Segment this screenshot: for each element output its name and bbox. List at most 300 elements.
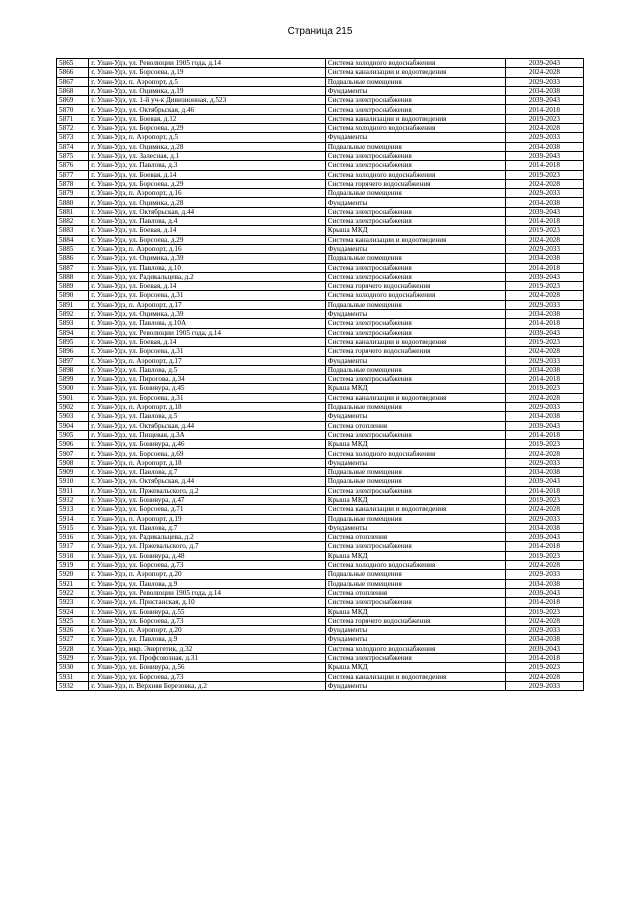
address-cell: г. Улан-Удэ, ул. Павлова, д.10А xyxy=(89,319,325,328)
row-number: 5904 xyxy=(57,421,89,430)
table-row xyxy=(57,244,584,253)
row-number: 5914 xyxy=(57,514,89,523)
address-cell: г. Улан-Удэ, п. Аэропорт, д.18 xyxy=(89,458,325,467)
address-cell: г. Улан-Удэ, п. Аэропорт, д.17 xyxy=(89,300,325,309)
period-cell: 2034-2038 xyxy=(505,412,583,421)
address-cell: г. Улан-Удэ, ул. Борсоева, д.29 xyxy=(89,124,325,133)
address-cell: г. Улан-Удэ, ул. Борсоева, д.31 xyxy=(89,347,325,356)
row-number: 5884 xyxy=(57,235,89,244)
row-number: 5913 xyxy=(57,505,89,514)
table-row xyxy=(57,254,584,263)
page-title: Страница 215 xyxy=(287,26,353,37)
system-cell: Система электроснабжения xyxy=(325,375,505,384)
address-cell: г. Улан-Удэ, ул. Павлова, д.7 xyxy=(89,523,325,532)
row-number: 5886 xyxy=(57,254,89,263)
address-cell: г. Улан-Удэ, ул. Бонивура, д.56 xyxy=(89,663,325,672)
period-cell: 2034-2038 xyxy=(505,365,583,374)
table-row xyxy=(57,86,584,95)
table-row xyxy=(57,523,584,532)
row-number: 5915 xyxy=(57,523,89,532)
period-cell: 2014-2018 xyxy=(505,105,583,114)
row-number: 5916 xyxy=(57,533,89,542)
address-cell: г. Улан-Удэ, ул. Павлова, д.5 xyxy=(89,365,325,374)
address-cell: г. Улан-Удэ, ул. Борсоева, д.69 xyxy=(89,449,325,458)
table-row xyxy=(57,124,584,133)
address-cell: г. Улан-Удэ, ул. Октябрьская, д.46 xyxy=(89,105,325,114)
row-number: 5888 xyxy=(57,272,89,281)
address-cell: г. Улан-Удэ, ул. Бонивура, д.48 xyxy=(89,551,325,560)
period-cell: 2029-2033 xyxy=(505,300,583,309)
table-row xyxy=(57,133,584,142)
table-row xyxy=(57,412,584,421)
table-row xyxy=(57,105,584,114)
period-cell: 2024-2028 xyxy=(505,393,583,402)
system-cell: Система электроснабжения xyxy=(325,161,505,170)
row-number: 5895 xyxy=(57,337,89,346)
address-cell: г. Улан-Удэ, ул. Оцимика, д.39 xyxy=(89,254,325,263)
row-number: 5908 xyxy=(57,458,89,467)
table-row xyxy=(57,486,584,495)
period-cell: 2024-2028 xyxy=(505,235,583,244)
row-number: 5876 xyxy=(57,161,89,170)
address-cell: г. Улан-Удэ, ул. Боевая, д.14 xyxy=(89,282,325,291)
address-cell: г. Улан-Удэ, п. Аэропорт, д.5 xyxy=(89,77,325,86)
period-cell: 2024-2028 xyxy=(505,505,583,514)
period-cell: 2034-2038 xyxy=(505,635,583,644)
period-cell: 2034-2038 xyxy=(505,579,583,588)
period-cell: 2024-2028 xyxy=(505,449,583,458)
address-cell: г. Улан-Удэ, ул. Павлова, д.5 xyxy=(89,412,325,421)
period-cell: 2014-2018 xyxy=(505,486,583,495)
system-cell: Система канализации и водоотведения xyxy=(325,393,505,402)
system-cell: Подвальные помещения xyxy=(325,468,505,477)
period-cell: 2029-2033 xyxy=(505,514,583,523)
system-cell: Система отопления xyxy=(325,421,505,430)
table-row xyxy=(57,654,584,663)
system-cell: Система холодного водоснабжения xyxy=(325,170,505,179)
address-cell: г. Улан-Удэ, ул. 1-й уч-к Дивизионная, д.523 xyxy=(89,96,325,105)
system-cell: Фундаменты xyxy=(325,310,505,319)
period-cell: 2024-2028 xyxy=(505,291,583,300)
period-cell: 2014-2018 xyxy=(505,319,583,328)
table-row xyxy=(57,598,584,607)
period-cell: 2024-2028 xyxy=(505,561,583,570)
system-cell: Подвальные помещения xyxy=(325,514,505,523)
period-cell: 2024-2028 xyxy=(505,347,583,356)
system-cell: Система электроснабжения xyxy=(325,542,505,551)
period-cell: 2014-2018 xyxy=(505,430,583,439)
period-cell: 2039-2043 xyxy=(505,96,583,105)
row-number: 5926 xyxy=(57,626,89,635)
address-cell: г. Улан-Удэ, ул. Борсоева, д.73 xyxy=(89,616,325,625)
period-cell: 2019-2023 xyxy=(505,114,583,123)
period-cell: 2029-2033 xyxy=(505,570,583,579)
address-cell: г. Улан-Удэ, ул. Павлова, д.9 xyxy=(89,579,325,588)
address-cell: г. Улан-Удэ, ул. Павлова, д.4 xyxy=(89,217,325,226)
address-cell: г. Улан-Удэ, ул. Оцимика, д.28 xyxy=(89,142,325,151)
address-cell: г. Улан-Удэ, ул. Павлова, д.3 xyxy=(89,161,325,170)
system-cell: Фундаменты xyxy=(325,133,505,142)
table-row xyxy=(57,644,584,653)
address-cell: г. Улан-Удэ, п. Верхняя Березовка, д.2 xyxy=(89,681,325,690)
period-cell: 2019-2023 xyxy=(505,170,583,179)
row-number: 5896 xyxy=(57,347,89,356)
period-cell: 2039-2043 xyxy=(505,588,583,597)
table-row xyxy=(57,226,584,235)
period-cell: 2029-2033 xyxy=(505,681,583,690)
period-cell: 2019-2023 xyxy=(505,384,583,393)
system-cell: Крыша МКД xyxy=(325,440,505,449)
period-cell: 2039-2043 xyxy=(505,421,583,430)
address-cell: г. Улан-Удэ, ул. Октябрьская, д.44 xyxy=(89,477,325,486)
row-number: 5890 xyxy=(57,291,89,300)
row-number: 5900 xyxy=(57,384,89,393)
address-cell: г. Улан-Удэ, ул. Бонивура, д.45 xyxy=(89,384,325,393)
table-row xyxy=(57,300,584,309)
row-number: 5883 xyxy=(57,226,89,235)
table-row xyxy=(57,375,584,384)
table-row xyxy=(57,77,584,86)
table-row xyxy=(57,337,584,346)
system-cell: Система электроснабжения xyxy=(325,319,505,328)
period-cell: 2034-2038 xyxy=(505,198,583,207)
period-cell: 2014-2018 xyxy=(505,654,583,663)
period-cell: 2014-2018 xyxy=(505,217,583,226)
row-number: 5905 xyxy=(57,430,89,439)
period-cell: 2024-2028 xyxy=(505,124,583,133)
row-number: 5921 xyxy=(57,579,89,588)
system-cell: Система холодного водоснабжения xyxy=(325,449,505,458)
table-row xyxy=(57,449,584,458)
address-cell: г. Улан-Удэ, ул. Пищевая, д.3А xyxy=(89,430,325,439)
system-cell: Система электроснабжения xyxy=(325,598,505,607)
row-number: 5870 xyxy=(57,105,89,114)
period-cell: 2019-2023 xyxy=(505,282,583,291)
period-cell: 2029-2033 xyxy=(505,626,583,635)
row-number: 5887 xyxy=(57,263,89,272)
row-number: 5867 xyxy=(57,77,89,86)
table-row xyxy=(57,151,584,160)
address-cell: г. Улан-Удэ, ул. Оцимика, д.39 xyxy=(89,310,325,319)
period-cell: 2039-2043 xyxy=(505,533,583,542)
period-cell: 2019-2023 xyxy=(505,551,583,560)
table-row xyxy=(57,681,584,690)
system-cell: Система горячего водоснабжения xyxy=(325,282,505,291)
period-cell: 2039-2043 xyxy=(505,477,583,486)
period-cell: 2024-2028 xyxy=(505,68,583,77)
table-row xyxy=(57,347,584,356)
address-cell: г. Улан-Удэ, мкр. Энергетик, д.32 xyxy=(89,644,325,653)
table-row xyxy=(57,59,584,68)
system-cell: Система электроснабжения xyxy=(325,430,505,439)
row-number: 5894 xyxy=(57,328,89,337)
address-cell: г. Улан-Удэ, ул. Борсоева, д.29 xyxy=(89,179,325,188)
system-cell: Фундаменты xyxy=(325,626,505,635)
row-number: 5873 xyxy=(57,133,89,142)
table-row xyxy=(57,319,584,328)
address-cell: г. Улан-Удэ, ул. Борсоева, д.31 xyxy=(89,393,325,402)
table-row xyxy=(57,161,584,170)
system-cell: Система канализации и водоотведения xyxy=(325,68,505,77)
address-cell: г. Улан-Удэ, ул. Революции 1905 года, д.14 xyxy=(89,328,325,337)
system-cell: Система холодного водоснабжения xyxy=(325,59,505,68)
system-cell: Система электроснабжения xyxy=(325,263,505,272)
address-cell: г. Улан-Удэ, п. Аэропорт, д.16 xyxy=(89,244,325,253)
table-row xyxy=(57,635,584,644)
table-row xyxy=(57,328,584,337)
address-cell: г. Улан-Удэ, п. Аэропорт, д.19 xyxy=(89,514,325,523)
table-row xyxy=(57,533,584,542)
row-number: 5902 xyxy=(57,402,89,411)
address-cell: г. Улан-Удэ, ул. Боевая, д.14 xyxy=(89,337,325,346)
row-number: 5932 xyxy=(57,681,89,690)
period-cell: 2034-2038 xyxy=(505,468,583,477)
address-cell: г. Улан-Удэ, ул. Борсоева, д.29 xyxy=(89,235,325,244)
system-cell: Система отопления xyxy=(325,533,505,542)
period-cell: 2039-2043 xyxy=(505,272,583,281)
row-number: 5874 xyxy=(57,142,89,151)
system-cell: Крыша МКД xyxy=(325,384,505,393)
table-row xyxy=(57,356,584,365)
table-row xyxy=(57,235,584,244)
system-cell: Крыша МКД xyxy=(325,495,505,504)
address-cell: г. Улан-Удэ, ул. Борсоева, д.71 xyxy=(89,505,325,514)
table-row xyxy=(57,365,584,374)
row-number: 5881 xyxy=(57,207,89,216)
table-row xyxy=(57,68,584,77)
system-cell: Система горячего водоснабжения xyxy=(325,347,505,356)
row-number: 5929 xyxy=(57,654,89,663)
system-cell: Система электроснабжения xyxy=(325,96,505,105)
row-number: 5898 xyxy=(57,365,89,374)
row-number: 5875 xyxy=(57,151,89,160)
row-number: 5889 xyxy=(57,282,89,291)
table-row xyxy=(57,189,584,198)
period-cell: 2019-2023 xyxy=(505,663,583,672)
table-row xyxy=(57,310,584,319)
period-cell: 2034-2038 xyxy=(505,310,583,319)
row-number: 5868 xyxy=(57,86,89,95)
row-number: 5928 xyxy=(57,644,89,653)
row-number: 5906 xyxy=(57,440,89,449)
row-number: 5878 xyxy=(57,179,89,188)
system-cell: Крыша МКД xyxy=(325,226,505,235)
row-number: 5893 xyxy=(57,319,89,328)
row-number: 5925 xyxy=(57,616,89,625)
system-cell: Фундаменты xyxy=(325,681,505,690)
system-cell: Подвальные помещения xyxy=(325,570,505,579)
period-cell: 2029-2033 xyxy=(505,133,583,142)
period-cell: 2034-2038 xyxy=(505,142,583,151)
table-row xyxy=(57,142,584,151)
system-cell: Фундаменты xyxy=(325,356,505,365)
row-number: 5897 xyxy=(57,356,89,365)
table-row xyxy=(57,458,584,467)
row-number: 5877 xyxy=(57,170,89,179)
system-cell: Система канализации и водоотведения xyxy=(325,337,505,346)
system-cell: Система электроснабжения xyxy=(325,654,505,663)
row-number: 5901 xyxy=(57,393,89,402)
table-row xyxy=(57,607,584,616)
period-cell: 2034-2038 xyxy=(505,86,583,95)
system-cell: Система холодного водоснабжения xyxy=(325,291,505,300)
repair-schedule-table xyxy=(56,58,584,691)
address-cell: г. Улан-Удэ, ул. Оцимика, д.28 xyxy=(89,198,325,207)
address-cell: г. Улан-Удэ, ул. Борсоева, д.31 xyxy=(89,291,325,300)
row-number: 5918 xyxy=(57,551,89,560)
period-cell: 2029-2033 xyxy=(505,402,583,411)
row-number: 5866 xyxy=(57,68,89,77)
period-cell: 2019-2023 xyxy=(505,440,583,449)
system-cell: Фундаменты xyxy=(325,412,505,421)
table-row xyxy=(57,495,584,504)
table-row xyxy=(57,514,584,523)
period-cell: 2014-2018 xyxy=(505,375,583,384)
row-number: 5891 xyxy=(57,300,89,309)
system-cell: Система канализации и водоотведения xyxy=(325,114,505,123)
system-cell: Система холодного водоснабжения xyxy=(325,124,505,133)
table-row xyxy=(57,440,584,449)
system-cell: Система канализации и водоотведения xyxy=(325,672,505,681)
address-cell: г. Улан-Удэ, ул. Бонивура, д.46 xyxy=(89,440,325,449)
system-cell: Система канализации и водоотведения xyxy=(325,235,505,244)
address-cell: г. Улан-Удэ, ул. Бонивура, д.55 xyxy=(89,607,325,616)
system-cell: Подвальные помещения xyxy=(325,300,505,309)
period-cell: 2019-2023 xyxy=(505,226,583,235)
address-cell: г. Улан-Удэ, п. Аэропорт, д.20 xyxy=(89,570,325,579)
system-cell: Система холодного водоснабжения xyxy=(325,561,505,570)
system-cell: Система электроснабжения xyxy=(325,105,505,114)
system-cell: Система горячего водоснабжения xyxy=(325,616,505,625)
system-cell: Подвальные помещения xyxy=(325,189,505,198)
system-cell: Система электроснабжения xyxy=(325,151,505,160)
period-cell: 2029-2033 xyxy=(505,356,583,365)
row-number: 5930 xyxy=(57,663,89,672)
table-row xyxy=(57,272,584,281)
table-row xyxy=(57,170,584,179)
system-cell: Крыша МКД xyxy=(325,663,505,672)
row-number: 5872 xyxy=(57,124,89,133)
row-number: 5924 xyxy=(57,607,89,616)
row-number: 5920 xyxy=(57,570,89,579)
system-cell: Подвальные помещения xyxy=(325,254,505,263)
address-cell: г. Улан-Удэ, ул. Пржевальского, д.2 xyxy=(89,486,325,495)
table-row xyxy=(57,468,584,477)
row-number: 5923 xyxy=(57,598,89,607)
address-cell: г. Улан-Удэ, ул. Борсоева, д.19 xyxy=(89,68,325,77)
period-cell: 2039-2043 xyxy=(505,328,583,337)
system-cell: Подвальные помещения xyxy=(325,365,505,374)
table-row xyxy=(57,114,584,123)
system-cell: Фундаменты xyxy=(325,523,505,532)
address-cell: г. Улан-Удэ, ул. Профсоюзная, д.31 xyxy=(89,654,325,663)
period-cell: 2034-2038 xyxy=(505,254,583,263)
table-row xyxy=(57,616,584,625)
address-cell: г. Улан-Удэ, п. Аэропорт, д.5 xyxy=(89,133,325,142)
table-row xyxy=(57,217,584,226)
table-row xyxy=(57,179,584,188)
period-cell: 2029-2033 xyxy=(505,458,583,467)
system-cell: Система канализации и водоотведения xyxy=(325,505,505,514)
system-cell: Фундаменты xyxy=(325,198,505,207)
system-cell: Подвальные помещения xyxy=(325,142,505,151)
table-row xyxy=(57,96,584,105)
system-cell: Система электроснабжения xyxy=(325,328,505,337)
system-cell: Система холодного водоснабжения xyxy=(325,644,505,653)
table-row xyxy=(57,282,584,291)
row-number: 5903 xyxy=(57,412,89,421)
system-cell: Фундаменты xyxy=(325,458,505,467)
address-cell: г. Улан-Удэ, ул. Пристанская, д.10 xyxy=(89,598,325,607)
table-row xyxy=(57,626,584,635)
period-cell: 2014-2018 xyxy=(505,263,583,272)
table-body xyxy=(57,59,584,691)
row-number: 5865 xyxy=(57,59,89,68)
table-row xyxy=(57,570,584,579)
address-cell: г. Улан-Удэ, п. Аэропорт, д.17 xyxy=(89,356,325,365)
period-cell: 2024-2028 xyxy=(505,616,583,625)
table-row xyxy=(57,663,584,672)
address-cell: г. Улан-Удэ, ул. Радикальцева, д.2 xyxy=(89,533,325,542)
address-cell: г. Улан-Удэ, ул. Октябрьская, д.44 xyxy=(89,421,325,430)
period-cell: 2039-2043 xyxy=(505,644,583,653)
period-cell: 2039-2043 xyxy=(505,151,583,160)
system-cell: Фундаменты xyxy=(325,635,505,644)
period-cell: 2024-2028 xyxy=(505,672,583,681)
table-row xyxy=(57,198,584,207)
period-cell: 2019-2023 xyxy=(505,337,583,346)
row-number: 5931 xyxy=(57,672,89,681)
period-cell: 2039-2043 xyxy=(505,207,583,216)
address-cell: г. Улан-Удэ, ул. Октябрьская, д.44 xyxy=(89,207,325,216)
address-cell: г. Улан-Удэ, ул. Боевая, д.12 xyxy=(89,114,325,123)
system-cell: Система электроснабжения xyxy=(325,486,505,495)
table-row xyxy=(57,588,584,597)
system-cell: Фундаменты xyxy=(325,86,505,95)
period-cell: 2029-2033 xyxy=(505,77,583,86)
table-row xyxy=(57,263,584,272)
address-cell: г. Улан-Удэ, ул. Боевая, д.14 xyxy=(89,226,325,235)
system-cell: Крыша МКД xyxy=(325,551,505,560)
period-cell: 2014-2018 xyxy=(505,542,583,551)
address-cell: г. Улан-Удэ, ул. Павлова, д.9 xyxy=(89,635,325,644)
row-number: 5880 xyxy=(57,198,89,207)
row-number: 5907 xyxy=(57,449,89,458)
system-cell: Система электроснабжения xyxy=(325,207,505,216)
address-cell: г. Улан-Удэ, ул. Бонивура, д.47 xyxy=(89,495,325,504)
period-cell: 2024-2028 xyxy=(505,179,583,188)
period-cell: 2029-2033 xyxy=(505,244,583,253)
address-cell: г. Улан-Удэ, ул. Пирогова, д.34 xyxy=(89,375,325,384)
period-cell: 2034-2038 xyxy=(505,523,583,532)
table-row xyxy=(57,402,584,411)
period-cell: 2014-2018 xyxy=(505,598,583,607)
row-number: 5871 xyxy=(57,114,89,123)
table-row xyxy=(57,505,584,514)
address-cell: г. Улан-Удэ, ул. Революции 1905 года, д.14 xyxy=(89,59,325,68)
period-cell: 2019-2023 xyxy=(505,495,583,504)
address-cell: г. Улан-Удэ, ул. Борсоева, д.73 xyxy=(89,672,325,681)
row-number: 5892 xyxy=(57,310,89,319)
system-cell: Система электроснабжения xyxy=(325,217,505,226)
period-cell: 2019-2023 xyxy=(505,607,583,616)
address-cell: г. Улан-Удэ, ул. Борсоева, д.73 xyxy=(89,561,325,570)
address-cell: г. Улан-Удэ, ул. Павлова, д.10 xyxy=(89,263,325,272)
row-number: 5912 xyxy=(57,495,89,504)
row-number: 5922 xyxy=(57,588,89,597)
row-number: 5917 xyxy=(57,542,89,551)
system-cell: Крыша МКД xyxy=(325,607,505,616)
